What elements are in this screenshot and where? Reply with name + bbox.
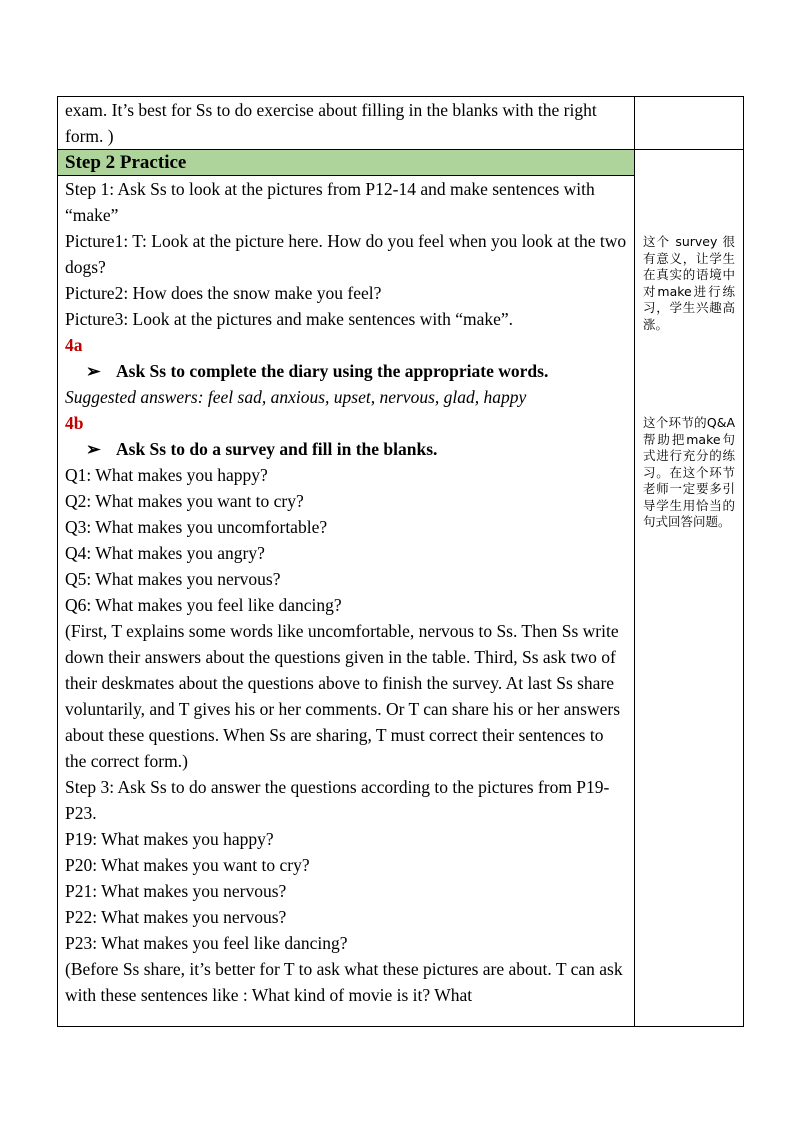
bullet-4b	[58, 436, 634, 462]
note-cell-previous	[635, 97, 744, 150]
picture1-text: Picture1: T: Look at the picture here. How do you feel when you look at the two dogs?	[65, 231, 627, 277]
arrow-bullet-icon: ➢	[86, 439, 101, 459]
note-cell-step2	[635, 150, 744, 1027]
teacher-note-qa: 这个环节的Q&A帮助把make句式进行充分的练习。在这个环节老师一定要多引导学生用恰当的句式回答问题。	[643, 415, 735, 529]
picture-question-p19: P19: What makes you happy?	[65, 829, 274, 849]
question-5: Q5: What makes you nervous?	[65, 569, 281, 589]
question-4: Q4: What makes you angry?	[65, 543, 265, 563]
step2-heading: Step 2 Practice	[58, 150, 634, 176]
lesson-plan-table	[57, 96, 744, 1027]
picture-question-p22: P22: What makes you nervous?	[65, 907, 287, 927]
section-4a-label: 4a	[65, 335, 83, 355]
question-2: Q2: What makes you want to cry?	[65, 491, 304, 511]
bullet-4a	[58, 358, 634, 384]
bullet-4b-text: Ask Ss to do a survey and fill in the blanks.	[116, 439, 438, 459]
main-cell-previous	[58, 97, 635, 150]
picture-question-p21: P21: What makes you nervous?	[65, 881, 287, 901]
picture3-text: Picture3: Look at the pictures and make sentences with “make”.	[65, 309, 514, 329]
picture2-text: Picture2: How does the snow make you feel?	[65, 283, 382, 303]
arrow-bullet-icon: ➢	[86, 361, 101, 381]
share-procedure-text: (Before Ss share, it’s better for T to ask what these pictures are about. T can ask with these sentences like : What kind of movie is it? What	[65, 959, 623, 1005]
step3-instruction: Step 3: Ask Ss to do answer the questions according to the pictures from P19-P23.	[65, 777, 610, 823]
bullet-4a-text: Ask Ss to complete the diary using the appropriate words.	[116, 361, 549, 381]
main-cell-step2	[58, 150, 635, 1027]
previous-text: exam. It’s best for Ss to do exercise about filling in the blanks with the right form. )	[65, 100, 597, 146]
table-row-previous	[58, 97, 744, 150]
question-3: Q3: What makes you uncomfortable?	[65, 517, 328, 537]
step1-instruction: Step 1: Ask Ss to look at the pictures from P12-14 and make sentences with “make”	[65, 179, 595, 225]
teacher-note-survey: 这个 survey 很有意义，让学生在真实的语境中对make进行练习，学生兴趣高涨。	[643, 234, 735, 332]
table-row-step2	[58, 150, 744, 1027]
question-6: Q6: What makes you feel like dancing?	[65, 595, 342, 615]
section-4b-label: 4b	[65, 413, 84, 433]
picture-question-p23: P23: What makes you feel like dancing?	[65, 933, 348, 953]
question-1: Q1: What makes you happy?	[65, 465, 268, 485]
suggested-answers: Suggested answers: feel sad, anxious, upset, nervous, glad, happy	[65, 387, 527, 407]
step2-body	[58, 176, 634, 1026]
picture-question-p20: P20: What makes you want to cry?	[65, 855, 310, 875]
survey-procedure-text: (First, T explains some words like uncomfortable, nervous to Ss. Then Ss write down their answers about the questions given in the table. Third, Ss ask two of their deskmates about the questions above to finish the survey. At last Ss share voluntarily, and T gives his or her comments. Or T can share his or her answers about these questions. When Ss are sharing, T must correct their sentences to the correct form.)	[65, 621, 621, 771]
